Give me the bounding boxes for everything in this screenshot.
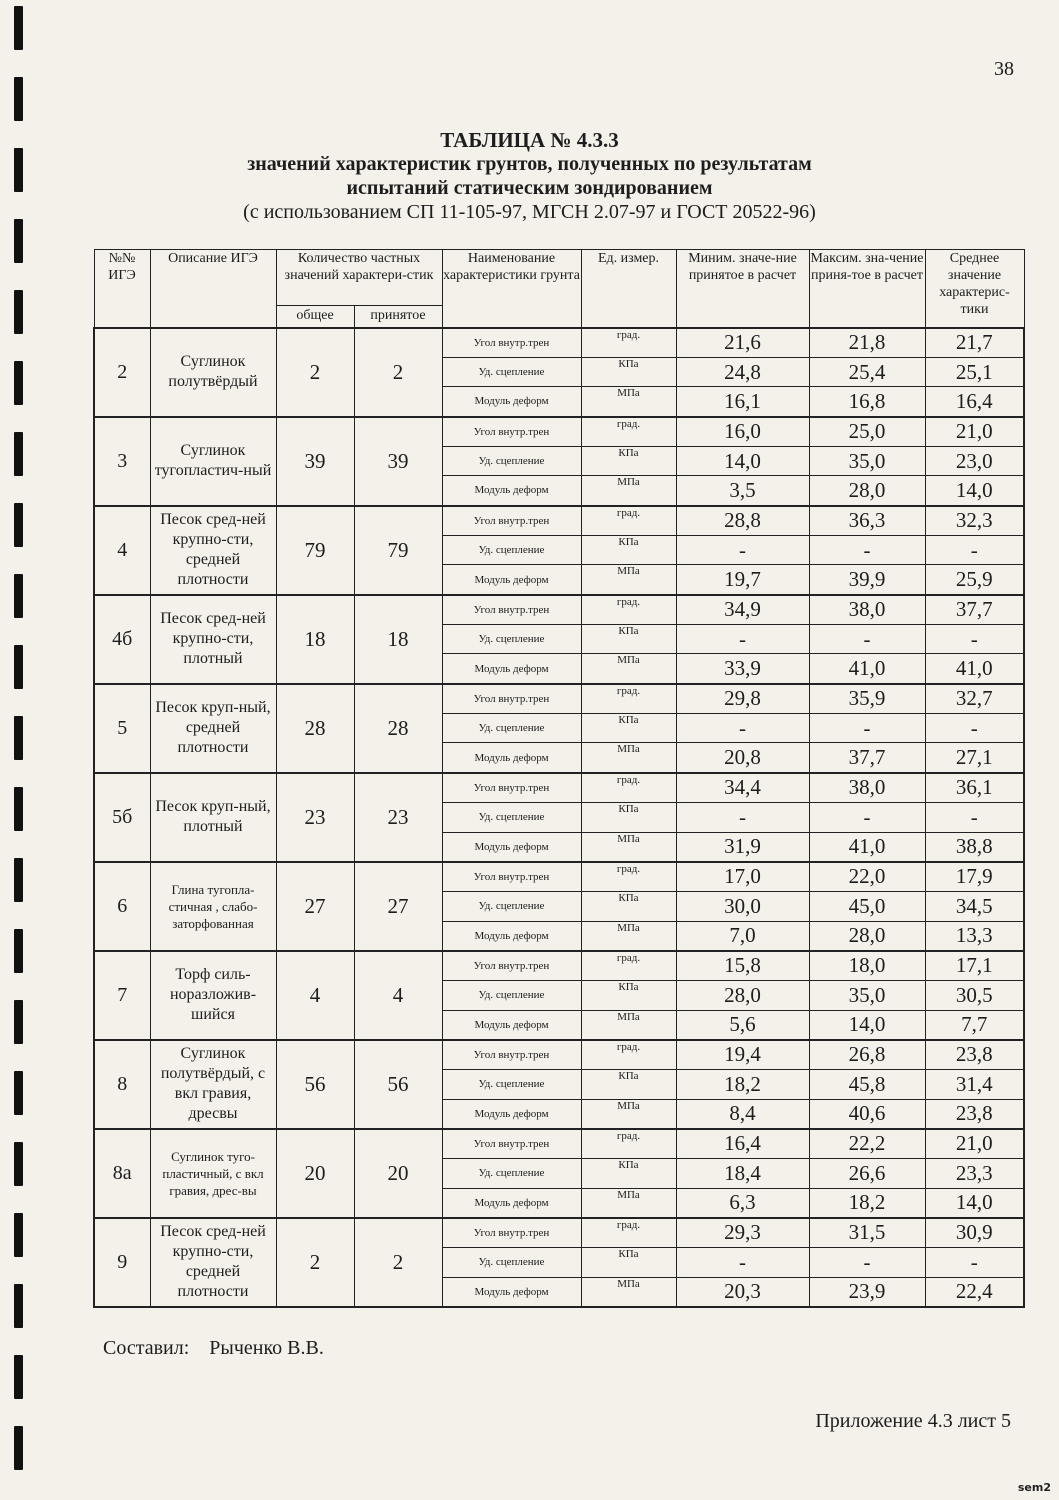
param-name: Угол внутр.трен bbox=[442, 862, 581, 892]
table-subtitle-2: испытаний статическим зондированием bbox=[346, 177, 713, 199]
ige-group bbox=[94, 1129, 1024, 1218]
table-row bbox=[94, 862, 1024, 892]
avg-value: 27,1 bbox=[925, 743, 1024, 773]
min-value: 20,8 bbox=[676, 743, 809, 773]
param-unit: град. bbox=[581, 1129, 676, 1159]
ige-description: Песок сред-ней крупно-сти, средней плотности bbox=[150, 1218, 276, 1307]
param-name: Модуль деформ bbox=[442, 476, 581, 506]
table-subtitle-1: значений характеристик грунтов, полученных по результатам bbox=[247, 153, 812, 175]
param-name: Угол внутр.трен bbox=[442, 328, 581, 358]
param-unit: КПа bbox=[581, 624, 676, 654]
ige-group bbox=[94, 417, 1024, 506]
ige-description: Суглинок тугопластич-ный bbox=[150, 417, 276, 506]
param-unit: град. bbox=[581, 1218, 676, 1248]
binder-hole bbox=[14, 6, 23, 50]
count-total: 39 bbox=[276, 417, 354, 506]
table-row bbox=[94, 1129, 1024, 1159]
count-accepted: 79 bbox=[354, 506, 442, 595]
page-number: 38 bbox=[994, 58, 1014, 80]
param-name: Модуль деформ bbox=[442, 743, 581, 773]
count-total: 28 bbox=[276, 684, 354, 773]
min-value: - bbox=[676, 802, 809, 832]
param-unit: МПа bbox=[581, 654, 676, 684]
count-accepted: 23 bbox=[354, 773, 442, 862]
param-name: Угол внутр.трен bbox=[442, 1129, 581, 1159]
param-name: Угол внутр.трен bbox=[442, 773, 581, 803]
min-value: 16,4 bbox=[676, 1129, 809, 1159]
watermark-logo: sem2 bbox=[1017, 1481, 1051, 1494]
count-accepted: 39 bbox=[354, 417, 442, 506]
param-unit: МПа bbox=[581, 1188, 676, 1218]
min-value: - bbox=[676, 1248, 809, 1278]
min-value: 29,8 bbox=[676, 684, 809, 714]
ige-number: 5 bbox=[94, 684, 150, 773]
ige-number: 6 bbox=[94, 862, 150, 951]
param-unit: КПа bbox=[581, 713, 676, 743]
max-value: - bbox=[809, 624, 925, 654]
param-unit: КПа bbox=[581, 1248, 676, 1278]
table-subtitle-3: (с использованием СП 11-105-97, МГСН 2.07-97 и ГОСТ 20522-96) bbox=[243, 201, 816, 223]
count-accepted: 2 bbox=[354, 1218, 442, 1307]
ige-number: 2 bbox=[94, 328, 150, 417]
min-value: - bbox=[676, 713, 809, 743]
avg-value: 36,1 bbox=[925, 773, 1024, 803]
avg-value: 17,9 bbox=[925, 862, 1024, 892]
ige-group bbox=[94, 328, 1024, 417]
avg-value: 21,0 bbox=[925, 1129, 1024, 1159]
param-name: Уд. сцепление bbox=[442, 446, 581, 476]
param-unit: МПа bbox=[581, 565, 676, 595]
min-value: 16,0 bbox=[676, 417, 809, 447]
ige-description: Песок сред-ней крупно-сти, средней плотности bbox=[150, 506, 276, 595]
min-value: 24,8 bbox=[676, 357, 809, 387]
avg-value: 14,0 bbox=[925, 1188, 1024, 1218]
avg-value: 23,0 bbox=[925, 446, 1024, 476]
param-unit: град. bbox=[581, 328, 676, 358]
binder-hole bbox=[14, 219, 23, 263]
avg-value: - bbox=[925, 624, 1024, 654]
ige-group bbox=[94, 1040, 1024, 1129]
max-value: 28,0 bbox=[809, 921, 925, 951]
count-total: 4 bbox=[276, 951, 354, 1040]
max-value: - bbox=[809, 535, 925, 565]
header-max: Максим. зна-чение приня-тое в расчет bbox=[809, 250, 925, 328]
param-unit: КПа bbox=[581, 1069, 676, 1099]
binder-hole bbox=[14, 1284, 23, 1328]
max-value: 21,8 bbox=[809, 328, 925, 358]
avg-value: 14,0 bbox=[925, 476, 1024, 506]
max-value: 38,0 bbox=[809, 595, 925, 625]
ige-group bbox=[94, 506, 1024, 595]
param-name: Модуль деформ bbox=[442, 565, 581, 595]
binder-holes bbox=[14, 0, 28, 1500]
header-num: №№ ИГЭ bbox=[94, 250, 150, 328]
max-value: - bbox=[809, 1248, 925, 1278]
ige-number: 7 bbox=[94, 951, 150, 1040]
param-unit: КПа bbox=[581, 980, 676, 1010]
count-accepted: 2 bbox=[354, 328, 442, 417]
param-unit: град. bbox=[581, 951, 676, 981]
max-value: 41,0 bbox=[809, 832, 925, 862]
max-value: 16,8 bbox=[809, 387, 925, 417]
composer-line bbox=[103, 1337, 324, 1360]
min-value: 7,0 bbox=[676, 921, 809, 951]
header-min: Миним. значе-ние принятое в расчет bbox=[676, 250, 809, 328]
ige-group bbox=[94, 1218, 1024, 1307]
ige-number: 8а bbox=[94, 1129, 150, 1218]
min-value: 15,8 bbox=[676, 951, 809, 981]
param-name: Уд. сцепление bbox=[442, 1248, 581, 1278]
binder-hole bbox=[14, 574, 23, 618]
binder-hole bbox=[14, 1071, 23, 1115]
avg-value: 34,5 bbox=[925, 891, 1024, 921]
avg-value: - bbox=[925, 535, 1024, 565]
ige-number: 4б bbox=[94, 595, 150, 684]
param-unit: МПа bbox=[581, 1099, 676, 1129]
max-value: 23,9 bbox=[809, 1277, 925, 1307]
min-value: 17,0 bbox=[676, 862, 809, 892]
avg-value: 37,7 bbox=[925, 595, 1024, 625]
table-row bbox=[94, 1218, 1024, 1248]
param-name: Модуль деформ bbox=[442, 832, 581, 862]
avg-value: 30,5 bbox=[925, 980, 1024, 1010]
param-name: Уд. сцепление bbox=[442, 891, 581, 921]
max-value: 41,0 bbox=[809, 654, 925, 684]
min-value: 21,6 bbox=[676, 328, 809, 358]
table-row bbox=[94, 773, 1024, 803]
param-unit: МПа bbox=[581, 921, 676, 951]
min-value: 18,4 bbox=[676, 1158, 809, 1188]
header-count-accepted: принятое bbox=[354, 306, 442, 328]
binder-hole bbox=[14, 1000, 23, 1044]
avg-value: 22,4 bbox=[925, 1277, 1024, 1307]
table-row bbox=[94, 417, 1024, 447]
ige-description: Глина тугопла-стичная , слабо-заторфованная bbox=[150, 862, 276, 951]
avg-value: 30,9 bbox=[925, 1218, 1024, 1248]
param-name: Уд. сцепление bbox=[442, 535, 581, 565]
avg-value: - bbox=[925, 713, 1024, 743]
avg-value: 16,4 bbox=[925, 387, 1024, 417]
avg-value: 23,3 bbox=[925, 1158, 1024, 1188]
count-total: 56 bbox=[276, 1040, 354, 1129]
count-total: 18 bbox=[276, 595, 354, 684]
count-total: 20 bbox=[276, 1129, 354, 1218]
binder-hole bbox=[14, 77, 23, 121]
binder-hole bbox=[14, 1426, 23, 1470]
avg-value: 23,8 bbox=[925, 1099, 1024, 1129]
composer-name: Рыченко В.В. bbox=[209, 1337, 324, 1359]
param-name: Уд. сцепление bbox=[442, 713, 581, 743]
param-name: Уд. сцепление bbox=[442, 980, 581, 1010]
table-row bbox=[94, 1040, 1024, 1070]
min-value: 18,2 bbox=[676, 1069, 809, 1099]
avg-value: 32,7 bbox=[925, 684, 1024, 714]
ige-description: Песок круп-ный, средней плотности bbox=[150, 684, 276, 773]
max-value: 35,0 bbox=[809, 446, 925, 476]
param-name: Уд. сцепление bbox=[442, 1069, 581, 1099]
param-name: Уд. сцепление bbox=[442, 624, 581, 654]
max-value: 28,0 bbox=[809, 476, 925, 506]
param-name: Угол внутр.трен bbox=[442, 417, 581, 447]
count-accepted: 18 bbox=[354, 595, 442, 684]
avg-value: 32,3 bbox=[925, 506, 1024, 536]
max-value: - bbox=[809, 713, 925, 743]
param-unit: град. bbox=[581, 773, 676, 803]
binder-hole bbox=[14, 1355, 23, 1399]
max-value: - bbox=[809, 802, 925, 832]
avg-value: 25,9 bbox=[925, 565, 1024, 595]
param-name: Модуль деформ bbox=[442, 1188, 581, 1218]
ige-number: 4 bbox=[94, 506, 150, 595]
max-value: 26,6 bbox=[809, 1158, 925, 1188]
composer-label: Составил: bbox=[103, 1337, 190, 1359]
min-value: 8,4 bbox=[676, 1099, 809, 1129]
min-value: 33,9 bbox=[676, 654, 809, 684]
max-value: 18,2 bbox=[809, 1188, 925, 1218]
max-value: 14,0 bbox=[809, 1010, 925, 1040]
param-unit: МПа bbox=[581, 387, 676, 417]
param-unit: град. bbox=[581, 506, 676, 536]
param-unit: МПа bbox=[581, 1277, 676, 1307]
count-total: 79 bbox=[276, 506, 354, 595]
min-value: 30,0 bbox=[676, 891, 809, 921]
min-value: 14,0 bbox=[676, 446, 809, 476]
param-unit: МПа bbox=[581, 832, 676, 862]
avg-value: - bbox=[925, 1248, 1024, 1278]
avg-value: 21,7 bbox=[925, 328, 1024, 358]
count-accepted: 56 bbox=[354, 1040, 442, 1129]
ige-number: 9 bbox=[94, 1218, 150, 1307]
param-name: Уд. сцепление bbox=[442, 357, 581, 387]
ige-description: Песок сред-ней крупно-сти, плотный bbox=[150, 595, 276, 684]
avg-value: 7,7 bbox=[925, 1010, 1024, 1040]
min-value: 6,3 bbox=[676, 1188, 809, 1218]
avg-value: 21,0 bbox=[925, 417, 1024, 447]
avg-value: 31,4 bbox=[925, 1069, 1024, 1099]
binder-hole bbox=[14, 1213, 23, 1257]
table-row bbox=[94, 506, 1024, 536]
table-row bbox=[94, 684, 1024, 714]
param-unit: МПа bbox=[581, 1010, 676, 1040]
min-value: 19,4 bbox=[676, 1040, 809, 1070]
param-unit: КПа bbox=[581, 357, 676, 387]
header-desc: Описание ИГЭ bbox=[150, 250, 276, 328]
count-total: 2 bbox=[276, 1218, 354, 1307]
min-value: 34,9 bbox=[676, 595, 809, 625]
ige-description: Песок круп-ный, плотный bbox=[150, 773, 276, 862]
binder-hole bbox=[14, 787, 23, 831]
count-total: 23 bbox=[276, 773, 354, 862]
binder-hole bbox=[14, 432, 23, 476]
param-unit: КПа bbox=[581, 891, 676, 921]
param-name: Угол внутр.трен bbox=[442, 506, 581, 536]
param-unit: МПа bbox=[581, 476, 676, 506]
header-param: Наименование характеристики грунта bbox=[442, 250, 581, 328]
param-unit: МПа bbox=[581, 743, 676, 773]
min-value: - bbox=[676, 535, 809, 565]
ige-number: 3 bbox=[94, 417, 150, 506]
param-unit: град. bbox=[581, 684, 676, 714]
param-name: Уд. сцепление bbox=[442, 802, 581, 832]
param-unit: град. bbox=[581, 417, 676, 447]
ige-description: Суглинок туго-пластичный, с вкл гравия, дрес-вы bbox=[150, 1129, 276, 1218]
header-avg: Среднее значение характерис-тики bbox=[925, 250, 1024, 328]
binder-hole bbox=[14, 1142, 23, 1186]
max-value: 31,5 bbox=[809, 1218, 925, 1248]
max-value: 22,0 bbox=[809, 862, 925, 892]
ige-group bbox=[94, 684, 1024, 773]
min-value: 5,6 bbox=[676, 1010, 809, 1040]
appendix-label: Приложение 4.3 лист 5 bbox=[815, 1410, 1011, 1432]
min-value: 29,3 bbox=[676, 1218, 809, 1248]
count-accepted: 20 bbox=[354, 1129, 442, 1218]
binder-hole bbox=[14, 645, 23, 689]
param-name: Модуль деформ bbox=[442, 921, 581, 951]
param-name: Угол внутр.трен bbox=[442, 1040, 581, 1070]
max-value: 35,0 bbox=[809, 980, 925, 1010]
min-value: 28,0 bbox=[676, 980, 809, 1010]
ige-description: Суглинок полутвёрдый, с вкл гравия, дресвы bbox=[150, 1040, 276, 1129]
param-name: Модуль деформ bbox=[442, 1277, 581, 1307]
binder-hole bbox=[14, 290, 23, 334]
min-value: 19,7 bbox=[676, 565, 809, 595]
ige-group bbox=[94, 595, 1024, 684]
ige-number: 5б bbox=[94, 773, 150, 862]
count-accepted: 4 bbox=[354, 951, 442, 1040]
param-unit: КПа bbox=[581, 802, 676, 832]
avg-value: - bbox=[925, 802, 1024, 832]
min-value: 16,1 bbox=[676, 387, 809, 417]
min-value: 28,8 bbox=[676, 506, 809, 536]
max-value: 26,8 bbox=[809, 1040, 925, 1070]
table-row bbox=[94, 951, 1024, 981]
max-value: 22,2 bbox=[809, 1129, 925, 1159]
min-value: 3,5 bbox=[676, 476, 809, 506]
title-block bbox=[0, 128, 1059, 224]
binder-hole bbox=[14, 361, 23, 405]
param-name: Модуль деформ bbox=[442, 1010, 581, 1040]
min-value: 31,9 bbox=[676, 832, 809, 862]
table-row bbox=[94, 595, 1024, 625]
avg-value: 25,1 bbox=[925, 357, 1024, 387]
avg-value: 23,8 bbox=[925, 1040, 1024, 1070]
param-name: Угол внутр.трен bbox=[442, 684, 581, 714]
param-unit: град. bbox=[581, 595, 676, 625]
count-total: 2 bbox=[276, 328, 354, 417]
max-value: 25,4 bbox=[809, 357, 925, 387]
param-name: Уд. сцепление bbox=[442, 1158, 581, 1188]
count-accepted: 27 bbox=[354, 862, 442, 951]
binder-hole bbox=[14, 858, 23, 902]
header-unit: Ед. измер. bbox=[581, 250, 676, 328]
param-unit: град. bbox=[581, 862, 676, 892]
max-value: 18,0 bbox=[809, 951, 925, 981]
count-total: 27 bbox=[276, 862, 354, 951]
param-name: Угол внутр.трен bbox=[442, 951, 581, 981]
max-value: 35,9 bbox=[809, 684, 925, 714]
avg-value: 13,3 bbox=[925, 921, 1024, 951]
binder-hole bbox=[14, 716, 23, 760]
table-title: ТАБЛИЦА № 4.3.3 bbox=[440, 128, 619, 152]
header-count-total: общее bbox=[276, 306, 354, 328]
count-accepted: 28 bbox=[354, 684, 442, 773]
param-unit: КПа bbox=[581, 1158, 676, 1188]
min-value: 34,4 bbox=[676, 773, 809, 803]
max-value: 38,0 bbox=[809, 773, 925, 803]
max-value: 45,0 bbox=[809, 891, 925, 921]
ige-description: Торф силь-норазложив-шийся bbox=[150, 951, 276, 1040]
table-row bbox=[94, 328, 1024, 358]
ige-group bbox=[94, 862, 1024, 951]
min-value: - bbox=[676, 624, 809, 654]
param-unit: КПа bbox=[581, 446, 676, 476]
param-name: Модуль деформ bbox=[442, 387, 581, 417]
avg-value: 17,1 bbox=[925, 951, 1024, 981]
ige-group bbox=[94, 773, 1024, 862]
param-unit: град. bbox=[581, 1040, 676, 1070]
ige-description: Суглинок полутвёрдый bbox=[150, 328, 276, 417]
ige-group bbox=[94, 951, 1024, 1040]
param-unit: КПа bbox=[581, 535, 676, 565]
param-name: Угол внутр.трен bbox=[442, 1218, 581, 1248]
param-name: Модуль деформ bbox=[442, 654, 581, 684]
max-value: 39,9 bbox=[809, 565, 925, 595]
header-count: Количество частных значений характери-стик bbox=[276, 250, 442, 306]
ige-number: 8 bbox=[94, 1040, 150, 1129]
max-value: 25,0 bbox=[809, 417, 925, 447]
binder-hole bbox=[14, 503, 23, 547]
param-name: Угол внутр.трен bbox=[442, 595, 581, 625]
binder-hole bbox=[14, 929, 23, 973]
max-value: 40,6 bbox=[809, 1099, 925, 1129]
min-value: 20,3 bbox=[676, 1277, 809, 1307]
avg-value: 41,0 bbox=[925, 654, 1024, 684]
soil-characteristics-table bbox=[93, 249, 1025, 1308]
max-value: 45,8 bbox=[809, 1069, 925, 1099]
param-name: Модуль деформ bbox=[442, 1099, 581, 1129]
max-value: 36,3 bbox=[809, 506, 925, 536]
avg-value: 38,8 bbox=[925, 832, 1024, 862]
max-value: 37,7 bbox=[809, 743, 925, 773]
